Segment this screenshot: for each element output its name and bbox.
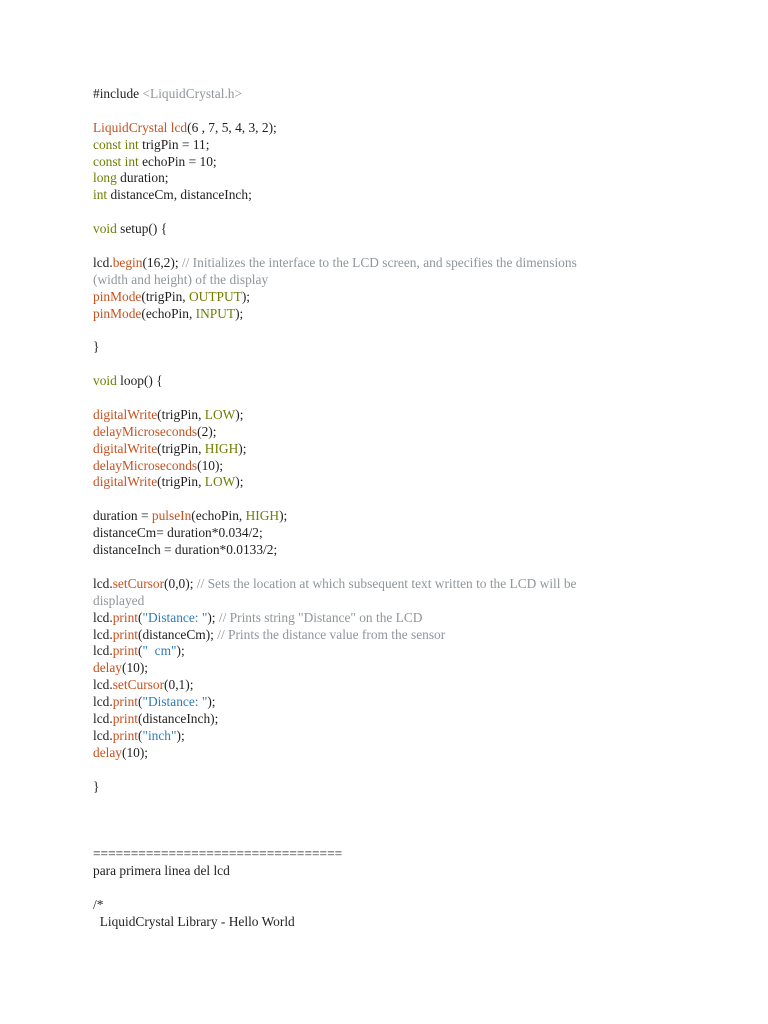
blank-line — [93, 880, 733, 897]
code-token: (distanceCm); — [138, 626, 218, 642]
code-line — [93, 914, 733, 931]
code-token: "Distance: " — [142, 609, 208, 625]
code-token: ); — [279, 508, 288, 524]
code-token: (16,2); — [142, 254, 182, 270]
code-token: (trigPin, — [157, 406, 205, 422]
code-token: ); — [238, 440, 247, 456]
code-line — [93, 863, 733, 880]
code-token: (echoPin, — [141, 305, 196, 321]
code-token: pinMode — [93, 288, 142, 304]
code-token: HIGH — [204, 440, 239, 456]
code-line — [93, 643, 733, 660]
code-token: (width and height) of the display — [93, 271, 269, 287]
code-token: (distanceInch); — [138, 710, 219, 726]
blank-line — [93, 559, 733, 576]
code-token: INPUT — [195, 305, 236, 321]
code-token: print — [112, 626, 139, 642]
code-line — [93, 711, 733, 728]
code-line — [93, 221, 733, 238]
code-token: // Prints string "Distance" on the LCD — [218, 609, 423, 625]
code-line — [93, 407, 733, 424]
blank-line — [93, 204, 733, 221]
code-line — [93, 846, 733, 863]
code-token: print — [112, 727, 139, 743]
code-line — [93, 694, 733, 711]
code-token: LOW — [204, 406, 236, 422]
code-token: ================================= — [93, 846, 343, 862]
code-line — [93, 576, 733, 593]
code-token: ); — [235, 474, 244, 490]
code-token: distanceInch = duration*0.0133/2; — [93, 542, 278, 558]
code-token: } — [93, 778, 100, 794]
code-line — [93, 289, 733, 306]
code-line — [93, 272, 733, 289]
code-token: ); — [241, 288, 250, 304]
code-token: (0,0); — [164, 575, 197, 591]
code-line — [93, 424, 733, 441]
blank-line — [93, 356, 733, 373]
blank-line — [93, 829, 733, 846]
code-token: void — [93, 373, 121, 389]
code-token: distanceCm= duration*0.034/2; — [93, 525, 263, 541]
code-token: ); — [176, 643, 185, 659]
code-line — [93, 627, 733, 644]
code-token: duration; — [120, 170, 169, 186]
code-token: setCursor — [112, 575, 165, 591]
code-token: // Sets the location at which subsequent text written to the LCD will be — [196, 575, 577, 591]
blank-line — [93, 390, 733, 407]
code-token: (trigPin, — [157, 474, 205, 490]
code-token: const int — [93, 153, 143, 169]
code-token: delayMicroseconds — [93, 423, 198, 439]
code-token: pulseIn — [151, 508, 192, 524]
code-token: delayMicroseconds — [93, 457, 198, 473]
code-token: LiquidCrystal lcd — [93, 119, 188, 135]
code-token: ); — [235, 305, 244, 321]
code-token: trigPin = 11; — [142, 136, 210, 152]
code-token: (echoPin, — [191, 508, 246, 524]
code-token: (6 , 7, 5, 4, 3, 2); — [187, 119, 277, 135]
code-line — [93, 154, 733, 171]
code-line — [93, 458, 733, 475]
code-token: lcd. — [93, 575, 113, 591]
code-token: lcd. — [93, 694, 113, 710]
code-line — [93, 728, 733, 745]
code-token: LOW — [204, 474, 236, 490]
code-token: const int — [93, 136, 143, 152]
code-line — [93, 897, 733, 914]
code-token: pinMode — [93, 305, 142, 321]
code-token: int — [93, 187, 111, 203]
code-line — [93, 610, 733, 627]
code-line — [93, 441, 733, 458]
code-token: delay — [93, 660, 122, 676]
code-token: ( — [138, 609, 143, 625]
code-token: echoPin = 10; — [142, 153, 217, 169]
code-token: digitalWrite — [93, 474, 158, 490]
code-token: #include — [93, 86, 143, 101]
code-token: lcd. — [93, 727, 113, 743]
code-token: begin — [112, 254, 143, 270]
code-token: para primera linea del lcd — [93, 862, 230, 878]
code-line — [93, 120, 733, 137]
blank-line — [93, 812, 733, 829]
code-line — [93, 677, 733, 694]
code-token: ); — [207, 609, 219, 625]
code-line — [93, 474, 733, 491]
code-token: setCursor — [112, 677, 165, 693]
code-line — [93, 170, 733, 187]
code-line — [93, 137, 733, 154]
code-token: ); — [235, 406, 244, 422]
code-line — [93, 508, 733, 525]
code-line — [93, 187, 733, 204]
code-token: "Distance: " — [142, 694, 208, 710]
code-line — [93, 255, 733, 272]
code-token: lcd. — [93, 626, 113, 642]
code-token: long — [93, 170, 121, 186]
code-token: "inch" — [142, 727, 177, 743]
code-line — [93, 86, 733, 103]
code-token: ( — [138, 727, 143, 743]
code-token: ); — [207, 694, 216, 710]
blank-line — [93, 795, 733, 812]
code-token: (2); — [197, 423, 217, 439]
code-token: digitalWrite — [93, 406, 158, 422]
code-token: " cm" — [142, 643, 177, 659]
code-token: ( — [138, 694, 143, 710]
code-token: delay — [93, 744, 122, 760]
blank-line — [93, 322, 733, 339]
code-token: ( — [138, 643, 143, 659]
code-token: lcd. — [93, 609, 113, 625]
code-line — [93, 660, 733, 677]
code-token: <LiquidCrystal.h> — [142, 86, 243, 101]
code-line — [93, 525, 733, 542]
blank-line — [93, 491, 733, 508]
code-token: digitalWrite — [93, 440, 158, 456]
blank-line — [93, 103, 733, 120]
code-token: print — [112, 694, 139, 710]
code-token: LiquidCrystal Library - Hello World — [93, 913, 295, 929]
code-document — [93, 86, 733, 931]
code-token: (trigPin, — [141, 288, 189, 304]
code-token: displayed — [93, 592, 145, 608]
code-line — [93, 339, 733, 356]
code-token: setup() { — [120, 221, 168, 237]
code-line — [93, 593, 733, 610]
code-token: (10); — [122, 744, 149, 760]
blank-line — [93, 238, 733, 255]
code-token: (10); — [122, 660, 149, 676]
code-line — [93, 745, 733, 762]
code-token: // Initializes the interface to the LCD screen, and specifies the dimensions — [181, 254, 577, 270]
code-token: (trigPin, — [157, 440, 205, 456]
code-token: (10); — [197, 457, 224, 473]
code-token: } — [93, 339, 100, 355]
code-token: duration = — [93, 508, 152, 524]
code-token: lcd. — [93, 643, 113, 659]
code-token: // Prints the distance value from the sensor — [217, 626, 446, 642]
code-token: void — [93, 221, 121, 237]
code-line — [93, 542, 733, 559]
code-token: print — [112, 710, 139, 726]
code-line — [93, 306, 733, 323]
code-token: print — [112, 643, 139, 659]
code-token: lcd. — [93, 254, 113, 270]
code-token: (0,1); — [164, 677, 194, 693]
code-token: distanceCm, distanceInch; — [110, 187, 252, 203]
code-token: /* — [93, 896, 104, 912]
code-token: loop() { — [120, 373, 163, 389]
code-token: OUTPUT — [188, 288, 242, 304]
code-token: lcd. — [93, 677, 113, 693]
code-token: HIGH — [245, 508, 280, 524]
code-token: lcd. — [93, 710, 113, 726]
code-token: print — [112, 609, 139, 625]
code-line — [93, 779, 733, 796]
code-line — [93, 373, 733, 390]
blank-line — [93, 762, 733, 779]
code-token: ); — [176, 727, 185, 743]
